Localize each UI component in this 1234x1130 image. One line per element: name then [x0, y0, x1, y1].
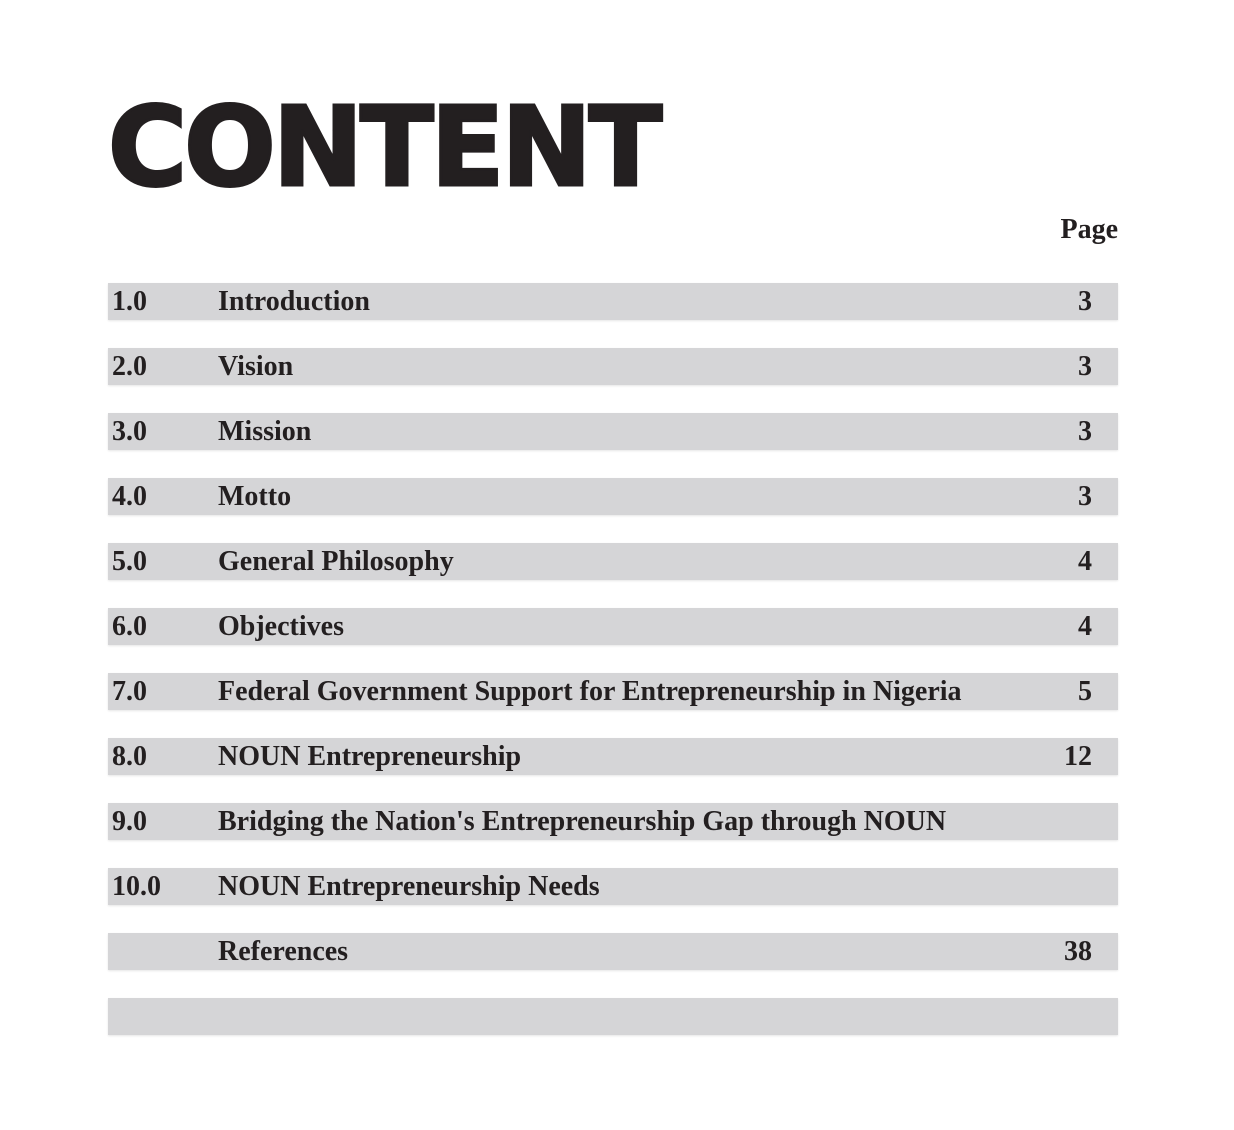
toc-page: 3: [1078, 481, 1092, 512]
toc-row-general-philosophy: [108, 543, 1118, 580]
toc-row-federal-government-support: [108, 673, 1118, 710]
toc-label: Bridging the Nation's Entrepreneurship Gap through NOUN: [218, 806, 947, 837]
toc-number: 1.0: [112, 286, 147, 317]
toc-label: NOUN Entrepreneurship Needs: [218, 871, 600, 902]
toc-row-noun-entrepreneurship: [108, 738, 1118, 775]
toc-number: 3.0: [112, 416, 147, 447]
toc-row-objectives: [108, 608, 1118, 645]
toc-label: General Philosophy: [218, 546, 454, 577]
toc-number: 6.0: [112, 611, 147, 642]
toc-label: Mission: [218, 416, 312, 447]
page-column-label: Page: [1060, 214, 1118, 245]
toc-number: 9.0: [112, 806, 147, 837]
toc-number: 2.0: [112, 351, 147, 382]
toc-label: NOUN Entrepreneurship: [218, 741, 522, 772]
toc-row-vision: [108, 348, 1118, 385]
page-title: CONTENT: [108, 83, 660, 211]
toc-page: 4: [1078, 546, 1092, 577]
toc-number: 8.0: [112, 741, 147, 772]
toc-label: Objectives: [218, 611, 344, 642]
toc-label: Introduction: [218, 286, 370, 317]
toc-row-introduction: [108, 283, 1118, 320]
toc-page: 4: [1078, 611, 1092, 642]
toc-row-noun-entrepreneurship-needs: [108, 868, 1118, 905]
toc-page: 5: [1078, 676, 1092, 707]
toc-row-motto: [108, 478, 1118, 515]
toc-page: 12: [1064, 741, 1092, 772]
table-of-contents: [108, 283, 1118, 1063]
toc-row-empty: [108, 998, 1118, 1035]
toc-page: 38: [1064, 936, 1092, 967]
toc-page: 3: [1078, 416, 1092, 447]
toc-label: Vision: [218, 351, 294, 382]
toc-number: 10.0: [112, 871, 161, 902]
toc-page: 3: [1078, 351, 1092, 382]
toc-row-mission: [108, 413, 1118, 450]
toc-number: 7.0: [112, 676, 147, 707]
toc-label: Motto: [218, 481, 292, 512]
toc-page: 3: [1078, 286, 1092, 317]
toc-label: References: [218, 936, 349, 967]
toc-number: 4.0: [112, 481, 147, 512]
toc-label: Federal Government Support for Entrepreneurship in Nigeria: [218, 676, 962, 707]
toc-row-references: [108, 933, 1118, 970]
toc-number: 5.0: [112, 546, 147, 577]
toc-row-bridging-gap: [108, 803, 1118, 840]
